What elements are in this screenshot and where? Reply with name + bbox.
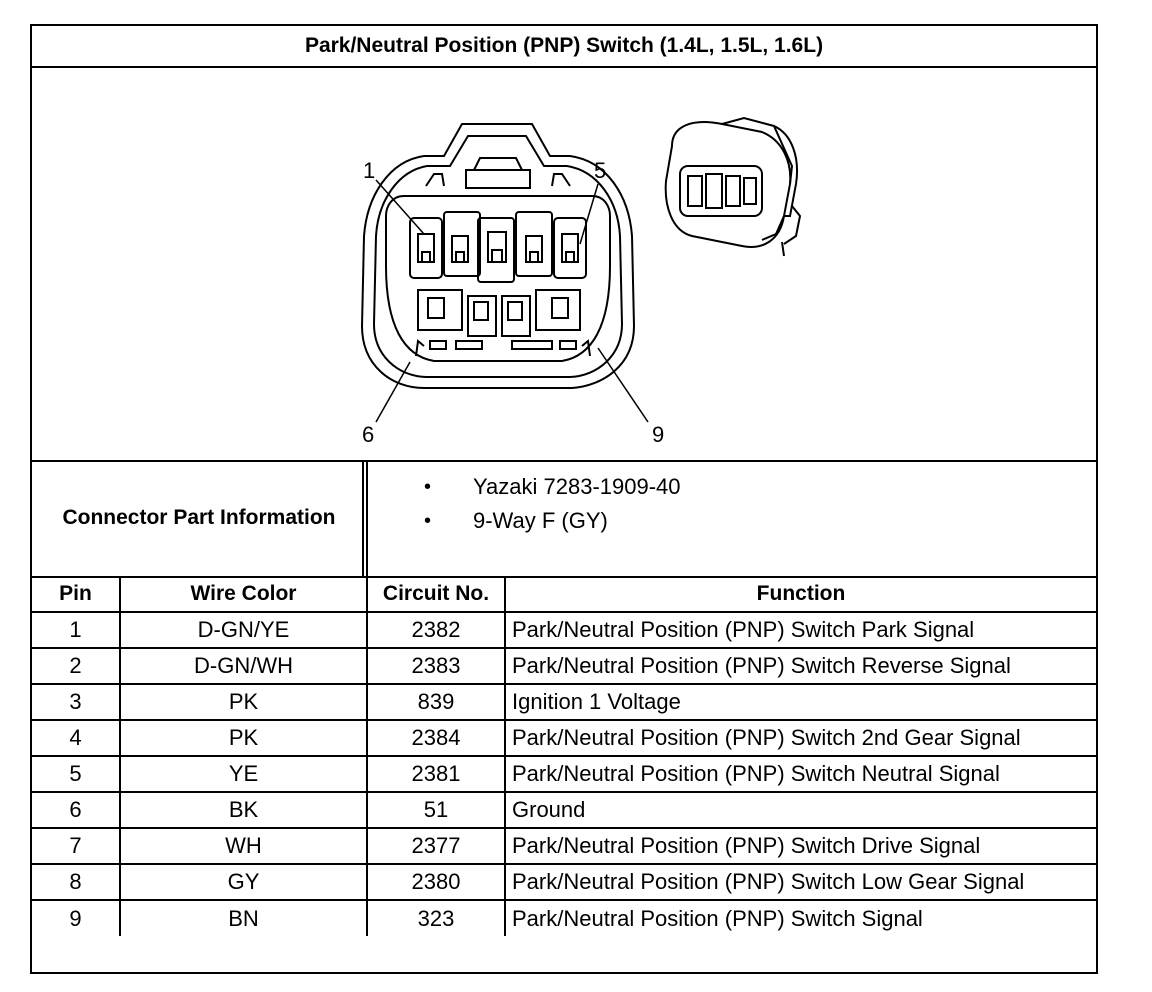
callout-pin-6: 6 (362, 422, 375, 447)
wire-color-cell: WH (120, 828, 367, 864)
circuit-cell: 839 (367, 684, 505, 720)
col-header-wire-color: Wire Color (120, 576, 367, 612)
circuit-cell: 2382 (367, 612, 505, 648)
col-header-pin: Pin (32, 576, 120, 612)
pin-cell: 3 (32, 684, 120, 720)
wire-color-cell: GY (120, 864, 367, 900)
wire-color-cell: PK (120, 684, 367, 720)
wire-color-cell: YE (120, 756, 367, 792)
function-cell: Ground (505, 792, 1096, 828)
circuit-cell: 2384 (367, 720, 505, 756)
function-cell: Park/Neutral Position (PNP) Switch 2nd Gear Signal (505, 720, 1096, 756)
circuit-cell: 51 (367, 792, 505, 828)
table-header-row (32, 576, 1096, 612)
part-number: Yazaki 7283-1909-40 (473, 474, 681, 499)
circuit-cell: 2381 (367, 756, 505, 792)
table-row (32, 792, 1096, 828)
wire-color-cell: D-GN/YE (120, 612, 367, 648)
circuit-cell: 2380 (367, 864, 505, 900)
connector-part-info (32, 460, 1096, 578)
function-cell: Ignition 1 Voltage (505, 684, 1096, 720)
pin-cell: 2 (32, 648, 120, 684)
pin-cell: 6 (32, 792, 120, 828)
pin-cell: 4 (32, 720, 120, 756)
callout-pin-9: 9 (652, 422, 665, 447)
circuit-cell: 2383 (367, 648, 505, 684)
col-header-circuit: Circuit No. (367, 576, 505, 612)
page-title: Park/Neutral Position (PNP) Switch (1.4L, 1.5L, 1.6L) (32, 26, 1096, 68)
pin-cell: 5 (32, 756, 120, 792)
circuit-cell: 2377 (367, 828, 505, 864)
table-row (32, 900, 1096, 936)
bullet-icon: • (424, 476, 432, 498)
bullet-icon: • (424, 510, 432, 532)
table-row (32, 648, 1096, 684)
connector-face-drawing (32, 66, 1096, 460)
pinout-table (32, 576, 1096, 936)
pin-cell: 8 (32, 864, 120, 900)
pin-cell: 1 (32, 612, 120, 648)
table-row (32, 864, 1096, 900)
function-cell: Park/Neutral Position (PNP) Switch Reverse Signal (505, 648, 1096, 684)
function-cell: Park/Neutral Position (PNP) Switch Park Signal (505, 612, 1096, 648)
connector-part-list (368, 470, 681, 538)
table-row (32, 756, 1096, 792)
connector-type: 9-Way F (GY) (473, 508, 608, 533)
wire-color-cell: PK (120, 720, 367, 756)
function-cell: Park/Neutral Position (PNP) Switch Neutral Signal (505, 756, 1096, 792)
connector-part-info-label: Connector Part Information (32, 460, 368, 576)
function-cell: Park/Neutral Position (PNP) Switch Drive Signal (505, 828, 1096, 864)
callout-pin-1: 1 (363, 158, 376, 183)
wire-color-cell: BN (120, 900, 367, 936)
pin-cell: 7 (32, 828, 120, 864)
connector-document (30, 24, 1098, 974)
circuit-cell: 323 (367, 900, 505, 936)
wire-color-cell: D-GN/WH (120, 648, 367, 684)
wire-color-cell: BK (120, 792, 367, 828)
table-row (32, 720, 1096, 756)
pin-cell: 9 (32, 900, 120, 936)
table-row (32, 828, 1096, 864)
callout-pin-5: 5 (594, 158, 607, 183)
col-header-function: Function (505, 576, 1096, 612)
function-cell: Park/Neutral Position (PNP) Switch Low Gear Signal (505, 864, 1096, 900)
table-row (32, 684, 1096, 720)
connector-iso-view (666, 118, 800, 256)
connector-diagram (32, 66, 1096, 462)
function-cell: Park/Neutral Position (PNP) Switch Signal (505, 900, 1096, 936)
table-row (32, 612, 1096, 648)
connector-type-item (368, 504, 681, 538)
part-number-item (368, 470, 681, 504)
